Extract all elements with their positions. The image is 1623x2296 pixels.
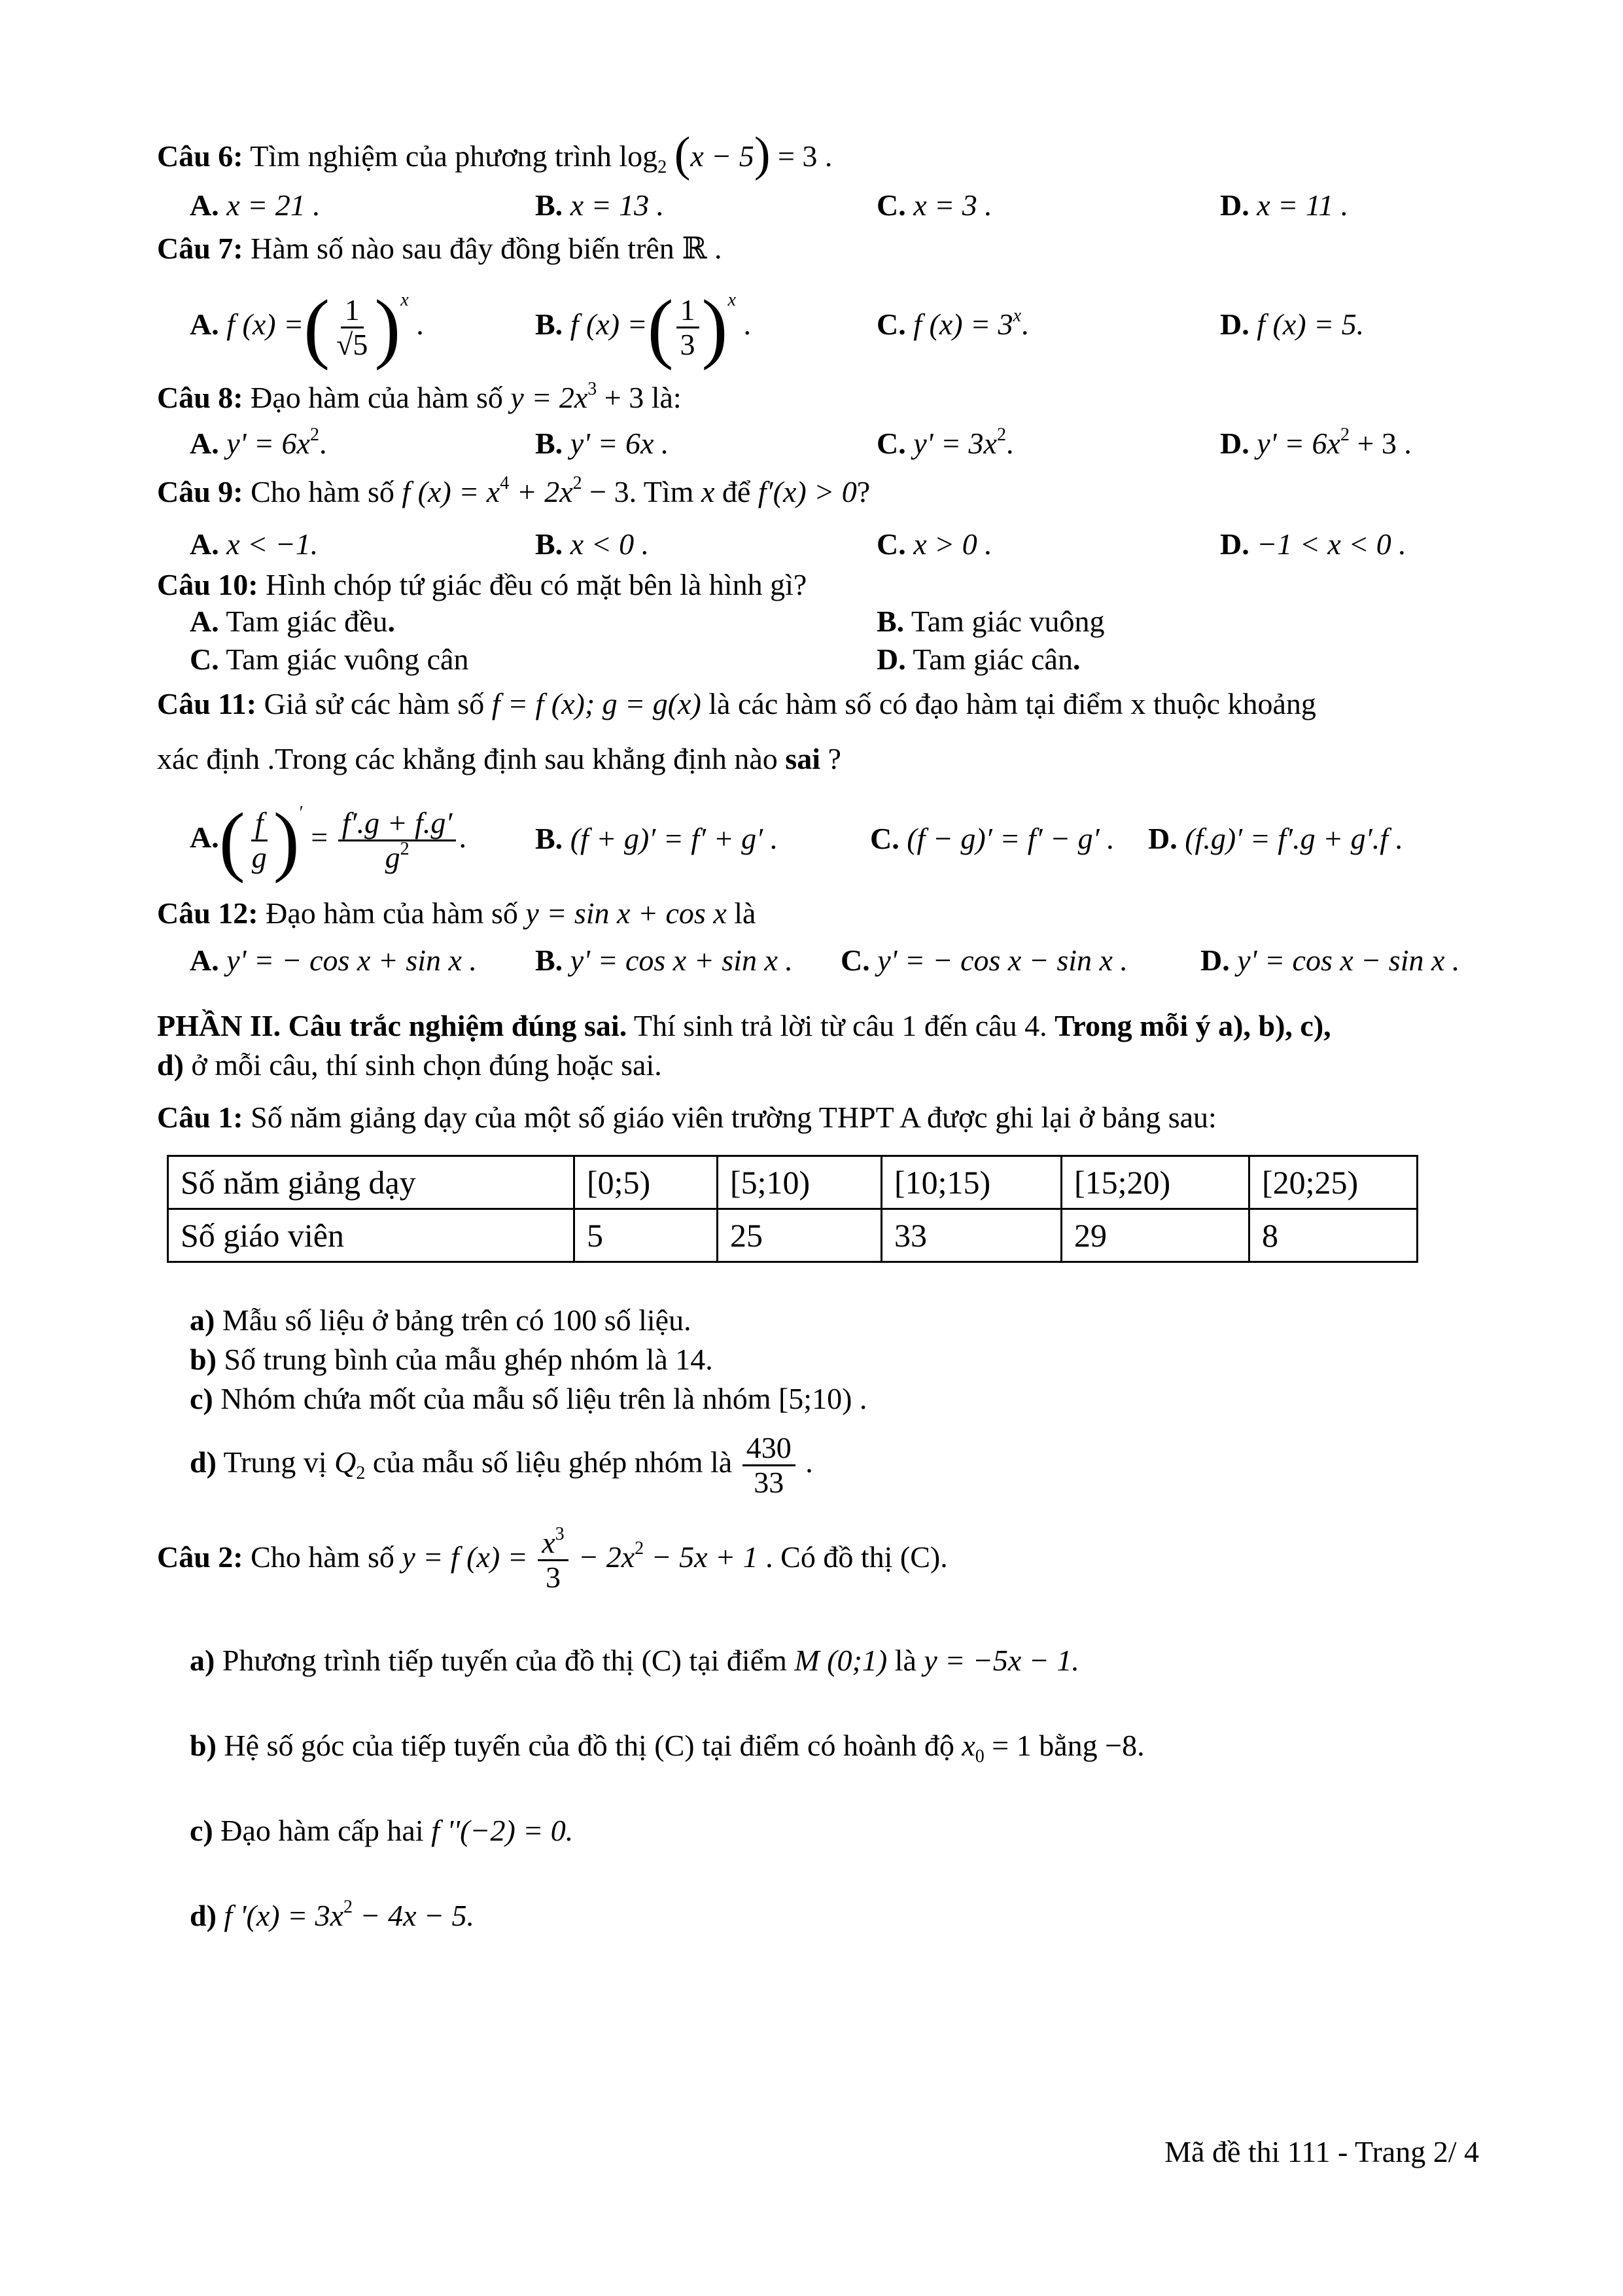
statement-d: d) Trung vị $Q_2$ của mẫu số liệu ghép nhóm là $\frac{430}{33}$ . (190, 1430, 813, 1499)
log-argument: x − 5 (690, 139, 754, 173)
question-label: Câu 1: (157, 1101, 243, 1134)
question-label: Câu 9: (157, 475, 243, 508)
statement-a: a) Phương trình tiếp tuyến của đồ thị (C) tại điểm M (0;1) là y = −5x − 1. (190, 1644, 1079, 1677)
statement-b: b) Hệ số góc của tiếp tuyến của đồ thị (C) tại điểm có hoành độ $x_0 = 1$ bằng −8. (190, 1729, 1145, 1767)
answer-option: B. x < 0 . (535, 527, 650, 561)
answer-option: A. x = 21 . (190, 188, 321, 222)
statement-b: b) Số trung bình của mẫu ghép nhóm là 14. (190, 1343, 713, 1376)
question-10: Câu 10: Hình chóp tứ giác đều có mặt bên là hình gì? (157, 568, 807, 601)
table-row (168, 1209, 1418, 1262)
answer-option: A. x < −1. (190, 527, 319, 561)
table-cell: [20;25) (1249, 1156, 1418, 1209)
question-label: Câu 11: (157, 687, 257, 720)
answer-option: B. x = 13 . (535, 188, 665, 222)
question-label: Câu 2: (157, 1540, 243, 1574)
answer-option: A. f (x) =( $\frac{1}{√5}$ )$^x$ . (190, 283, 424, 371)
answer-option: C. (f − g)′ = f′ − g′ . (870, 822, 1115, 855)
table-cell: 25 (718, 1209, 882, 1262)
question-label: Câu 10: (157, 568, 258, 601)
log-base: 2 (657, 157, 667, 177)
answer-option: B. y' = cos x + sin x . (535, 944, 793, 977)
question-7 (157, 230, 722, 267)
question-label: Câu 8: (157, 381, 243, 414)
question-12: Câu 12: Đạo hàm của hàm số y = sin x + cos x là (157, 896, 756, 930)
answer-option: C. x > 0 . (877, 527, 992, 561)
table-cell: Số giáo viên (168, 1209, 574, 1262)
statement-c: c) Đạo hàm cấp hai f ''(−2) = 0. (190, 1814, 574, 1847)
answer-option: C. y' = − cos x − sin x . (841, 944, 1128, 977)
part2-question-2: Câu 2: Cho hàm số y = f (x) = $\frac{x^3}{3}$ − $2x^2 - 5x + 1$ . Có đồ thị (C). (157, 1523, 948, 1594)
statement-a: a) Mẫu số liệu ở bảng trên có 100 số liệu. (190, 1303, 691, 1337)
question-11: Câu 11: Giả sử các hàm số f = f (x); g = g(x) là các hàm số có đạo hàm tại điểm x thuộc khoảng (157, 687, 1316, 720)
question-label: Câu 12: (157, 896, 258, 930)
equation-rhs: = 3 . (777, 139, 833, 173)
answer-option: A.( $\frac{f}{g}$ )′ = $\frac{f'.g + f.g'}{g^2}$ . (190, 796, 466, 884)
page-footer: Mã đề thi 111 - Trang 2/ 4 (1164, 2135, 1479, 2168)
answer-option: D. Tam giác cân. (877, 643, 1081, 676)
answer-option: B. y' = 6x . (535, 427, 669, 460)
table-cell: 33 (882, 1209, 1062, 1262)
question-text: Đạo hàm của hàm số (251, 381, 503, 414)
answer-option: D. f (x) = 5. (1220, 308, 1365, 341)
answer-option: D. $y' = 6x^2 + 3$ . (1220, 425, 1412, 460)
table-cell: [0;5) (574, 1156, 718, 1209)
part-2-heading: PHẦN II. Câu trắc nghiệm đúng sai. Thí sinh trả lời từ câu 1 đến câu 4. Trong mỗi ý a), b), c), (157, 1009, 1331, 1042)
question-11-line-2: xác định .Trong các khẳng định sau khẳng định nào sai ? (157, 742, 841, 775)
answer-option: D. y' = cos x − sin x . (1200, 944, 1460, 977)
log-symbol: log (619, 139, 658, 173)
answer-option: C. Tam giác vuông cân (190, 643, 469, 676)
answer-option: B. (f + g)′ = f′ + g′ . (535, 822, 778, 855)
answer-option: C. x = 3 . (877, 188, 992, 222)
part2-question-1: Câu 1: Số năm giảng dạy của một số giáo viên trường THPT A được ghi lại ở bảng sau: (157, 1101, 1217, 1134)
table-cell: 5 (574, 1209, 718, 1262)
question-9: Câu 9: Cho hàm số f $(x) = x^4 + 2x^2 - 3$. Tìm x để f′(x) > 0? (157, 473, 871, 508)
function-expression: y = 2x (510, 381, 588, 414)
answer-option: D. (f.g)′ = f′.g + g′.f . (1148, 822, 1403, 855)
teacher-years-table (167, 1155, 1418, 1263)
question-text: Tìm nghiệm của phương trình (250, 139, 612, 173)
answer-option: D. x = 11 . (1220, 188, 1349, 222)
answer-option: A. Tam giác đều. (190, 605, 396, 638)
statement-d: d) f '$(x) = 3x^2 - 4x - 5$. (190, 1897, 475, 1932)
question-label: Câu 6: (157, 139, 243, 173)
statement-c: c) Nhóm chứa mốt của mẫu số liệu trên là nhóm [5;10) . (190, 1382, 867, 1415)
real-set-symbol: ℝ . (682, 232, 722, 265)
answer-option: A. $y' = 6x^2$. (190, 425, 327, 460)
answer-option: B. f (x) =( $\frac{1}{3}$ )$^x$ . (535, 283, 751, 371)
table-cell: [5;10) (718, 1156, 882, 1209)
table-row (168, 1156, 1418, 1209)
answer-option: B. Tam giác vuông (877, 605, 1105, 638)
part-2-instruction: d) ở mỗi câu, thí sinh chọn đúng hoặc sai. (157, 1048, 662, 1082)
answer-option: A. y' = − cos x + sin x . (190, 944, 477, 977)
table-cell: Số năm giảng dạy (168, 1156, 574, 1209)
question-6: Câu 6: Tìm nghiệm của phương trình $\log_2 (x - 5) = 3$ . (157, 128, 833, 181)
question-text: Hàm số nào sau đây đồng biến trên (251, 232, 674, 265)
table-cell: 29 (1062, 1209, 1249, 1262)
answer-option: C. $y' = 3x^2$. (877, 425, 1014, 460)
table-cell: 8 (1249, 1209, 1418, 1262)
question-8: Câu 8: Đạo hàm của hàm số $y = 2x^3 + 3$ là: (157, 379, 682, 414)
table-cell: [15;20) (1062, 1156, 1249, 1209)
answer-option: D. −1 < x < 0 . (1220, 527, 1406, 561)
question-label: Câu 7: (157, 232, 243, 265)
table-cell: [10;15) (882, 1156, 1062, 1209)
answer-option: C. f $(x) = 3^x$. (877, 306, 1029, 341)
